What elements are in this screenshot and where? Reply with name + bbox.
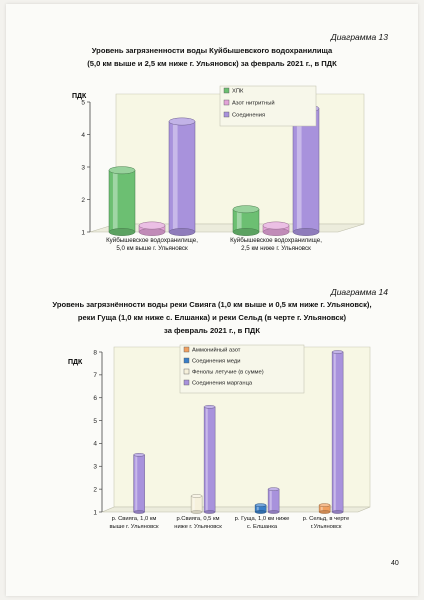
chart14-bar-top bbox=[204, 405, 215, 408]
chart14-bar-base bbox=[204, 510, 215, 513]
chart14-bar-highlight bbox=[206, 407, 208, 512]
chart13-bar-base bbox=[233, 228, 259, 235]
chart14-legend-swatch bbox=[184, 380, 189, 385]
chart13-y-tick-label: 2 bbox=[81, 196, 85, 204]
chart14-y-axis-label: ПДК bbox=[68, 359, 83, 366]
diagram-14-title-line-3: за февраль 2021 г., в ПДК bbox=[164, 326, 260, 335]
chart13-bar-highlight bbox=[297, 109, 302, 233]
chart14-legend-label: Фенолы летучие (в сумме) bbox=[192, 369, 264, 376]
chart13-legend-swatch bbox=[224, 88, 229, 93]
chart13-y-tick-label: 4 bbox=[81, 131, 85, 139]
chart13-bar-base bbox=[139, 228, 165, 235]
chart13-bar-base bbox=[293, 228, 319, 235]
chart14-legend-label: Соединения марганца bbox=[192, 380, 253, 387]
page-number: 40 bbox=[391, 560, 399, 567]
chart14-bar-base bbox=[319, 510, 330, 513]
document-page bbox=[6, 4, 418, 596]
chart13-bar bbox=[169, 118, 195, 236]
chart14-bar-base bbox=[332, 510, 343, 513]
chart14-legend-label: Соединения меди bbox=[192, 358, 241, 365]
chart14-category-label: ниже г. Ульяновск bbox=[174, 524, 222, 530]
chart14-category-label: р. Свияга, 1,0 км bbox=[111, 516, 157, 522]
chart13-category-label: Куйбышевское водохранилище, bbox=[230, 237, 322, 244]
chart14-legend-label: Аммонийный азот bbox=[192, 347, 241, 354]
chart14-bar bbox=[134, 453, 145, 513]
chart14-legend-swatch bbox=[184, 347, 189, 352]
chart13-bar-base bbox=[109, 228, 135, 235]
chart14-y-tick-label: 4 bbox=[93, 440, 97, 448]
chart13-y-tick-label: 3 bbox=[81, 164, 85, 172]
chart14-y-tick-label: 8 bbox=[93, 349, 97, 357]
chart14-bar-highlight bbox=[193, 496, 195, 512]
chart14-category-label: с. Елшанка bbox=[246, 524, 278, 530]
chart13-y-tick-label: 5 bbox=[81, 99, 85, 107]
chart13-category-label: Куйбышевское водохранилище, bbox=[106, 237, 198, 244]
chart13-bar-highlight bbox=[173, 122, 178, 233]
chart14-y-tick-label: 6 bbox=[93, 395, 97, 403]
chart13-bar-base bbox=[263, 228, 289, 235]
diagram-14-chart bbox=[6, 342, 418, 542]
chart14-bar-body bbox=[204, 407, 215, 512]
chart14-bar-top bbox=[134, 453, 145, 456]
chart14-bar bbox=[319, 504, 330, 514]
chart14-bar-body bbox=[134, 455, 145, 512]
chart13-bar bbox=[109, 167, 135, 236]
chart13-y-axis-label: ПДК bbox=[72, 93, 87, 100]
chart14-category-label: г.Ульяновск bbox=[310, 524, 342, 530]
chart14-category-label: р. Сельд, в черте bbox=[302, 516, 350, 522]
chart14-bar bbox=[204, 405, 215, 513]
chart13-bar-top bbox=[109, 167, 135, 174]
diagram-13-title-line-1: Уровень загрязненности воды Куйбышевского водохранилища bbox=[91, 46, 333, 55]
chart13-bar bbox=[233, 206, 259, 236]
chart14-bar-base bbox=[268, 510, 279, 513]
chart14-bar bbox=[191, 494, 202, 513]
diagram-13-chart bbox=[6, 84, 418, 264]
chart13-legend-label: Азот нитритный bbox=[232, 100, 275, 107]
diagram-14-title-line-2: реки Гуща (1,0 км ниже с. Елшанка) и реки Сельд (в черте г. Ульяновск) bbox=[77, 313, 347, 322]
chart14-bar-body bbox=[191, 496, 202, 512]
chart14-y-tick-label: 7 bbox=[93, 372, 97, 380]
chart13-bar-base bbox=[169, 228, 195, 235]
chart14-bar-highlight bbox=[334, 352, 336, 512]
chart14-bar-base bbox=[255, 510, 266, 513]
diagram-14-title bbox=[6, 298, 418, 337]
chart14-bar-highlight bbox=[270, 489, 272, 512]
chart13-legend-swatch bbox=[224, 112, 229, 117]
chart14-y-tick-label: 5 bbox=[93, 417, 97, 425]
chart14-bar-top bbox=[332, 350, 343, 353]
chart13-bar bbox=[263, 222, 289, 236]
chart13-y-tick-label: 1 bbox=[81, 229, 85, 237]
diagram-13-title-line-2: (5,0 км выше и 2,5 км ниже г. Ульяновск) за февраль 2021 г., в ПДК bbox=[87, 59, 337, 68]
chart14-bar-top bbox=[268, 488, 279, 491]
chart13-bar bbox=[139, 222, 165, 236]
chart14-y-tick-label: 2 bbox=[93, 486, 97, 494]
chart13-bar-top bbox=[263, 222, 289, 229]
diagram-14-title-line-1: Уровень загрязнённости воды реки Свияга (1,0 км выше и 0,5 км ниже г. Ульяновск), bbox=[52, 300, 372, 309]
chart14-y-tick-label: 3 bbox=[93, 463, 97, 471]
chart13-legend-swatch bbox=[224, 100, 229, 105]
chart13-bar-top bbox=[139, 222, 165, 229]
chart13-bar-top bbox=[169, 118, 195, 125]
chart14-category-label: р.Свияга, 0,5 км bbox=[176, 516, 220, 522]
chart14-bar-top bbox=[255, 504, 266, 507]
chart13-category-label: 5,0 км выше г. Ульяновск bbox=[116, 245, 188, 252]
chart13-bar-top bbox=[233, 206, 259, 213]
chart14-bar-top bbox=[319, 504, 330, 507]
diagram-14-caption: Диаграмма 14 bbox=[330, 287, 388, 297]
chart14-bar bbox=[255, 504, 266, 514]
chart14-bar-top bbox=[191, 494, 202, 497]
diagram-13-title bbox=[6, 44, 418, 70]
diagram-13-caption: Диаграмма 13 bbox=[330, 32, 388, 42]
chart13-bar-highlight bbox=[113, 170, 118, 232]
chart14-y-tick-label: 1 bbox=[93, 509, 97, 517]
chart13-legend-label: Соединения bbox=[232, 112, 266, 119]
chart14-bar-highlight bbox=[135, 455, 137, 512]
chart14-bar-base bbox=[191, 510, 202, 513]
chart13-legend-label: ХПК bbox=[232, 88, 244, 95]
chart14-bar bbox=[268, 488, 279, 514]
chart14-bar-base bbox=[134, 510, 145, 513]
chart14-category-label: выше г. Ульяновск bbox=[109, 524, 159, 530]
chart14-legend-swatch bbox=[184, 358, 189, 363]
chart14-legend-swatch bbox=[184, 369, 189, 374]
chart14-category-label: р. Гуща, 1,0 км ниже bbox=[234, 516, 290, 522]
chart13-category-label: 2,5 км ниже г. Ульяновск bbox=[241, 245, 311, 252]
chart14-bar bbox=[332, 350, 343, 513]
